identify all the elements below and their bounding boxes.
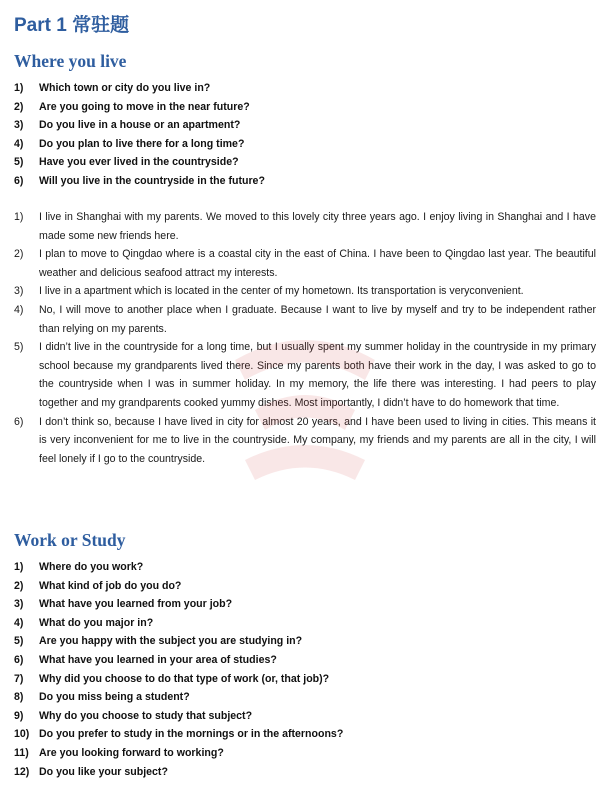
question-item	[14, 577, 594, 596]
answer-text: I didn’t live in the countryside for a long time, but I usually spent my summer holiday in the countryside in my primary school because my grandparents lived there. Since my parents both have their work in the day, I was asked to go to the countryside when I was in summer holiday. In my memory, the life there was interesting. I had peers to play together and my grandparents cooked yummy dishes. Most importantly, I didn’t have to do homework that time.	[39, 341, 596, 409]
question-text: Are you happy with the subject you are studying in?	[39, 635, 303, 648]
question-text: What have you learned in your area of studies?	[39, 653, 277, 666]
question-item	[14, 688, 594, 707]
question-number: 12)	[14, 765, 30, 778]
question-text: Do you prefer to study in the mornings or in the afternoons?	[39, 728, 344, 741]
answer-item	[14, 301, 596, 338]
answer-text: I live in a apartment which is located in the center of my hometown. Its transportation is veryconvenient.	[39, 285, 524, 298]
question-text: What do you major in?	[39, 616, 154, 629]
question-text: Have you ever lived in the countryside?	[39, 156, 239, 169]
answer-number: 2)	[14, 248, 24, 261]
question-text: What kind of job do you do?	[39, 579, 182, 592]
question-text: Do you live in a house or an apartment?	[39, 119, 241, 132]
question-item	[14, 558, 594, 577]
question-item	[14, 98, 594, 117]
answer-item	[14, 282, 596, 301]
answer-item	[14, 245, 596, 282]
question-number: 1)	[14, 82, 24, 94]
question-item	[14, 614, 594, 633]
answer-text: I plan to move to Qingdao where is a coastal city in the east of China. I have been to Qingdao last year. The beautiful weather and delicious seafood attract my interests.	[39, 248, 596, 279]
part-title: Part 1 常驻题	[14, 15, 130, 36]
answer-number: 3)	[14, 285, 24, 298]
question-number: 2)	[14, 579, 24, 592]
question-item	[14, 651, 594, 670]
answer-text: No, I will move to another place when I graduate. Because I want to live by myself and try to be independent rather than relying on my parents.	[39, 303, 596, 335]
question-number: 9)	[14, 709, 24, 722]
question-number: 4)	[14, 616, 24, 629]
answer-number: 5)	[14, 341, 24, 354]
question-number: 3)	[14, 598, 24, 611]
question-text: Are you looking forward to working?	[39, 746, 224, 759]
question-item	[14, 707, 594, 726]
question-text: Why did you choose to do that type of work (or, that job)?	[39, 672, 330, 685]
question-item	[14, 172, 594, 191]
question-item	[14, 632, 594, 651]
question-item	[14, 763, 594, 782]
question-item	[14, 116, 594, 135]
question-number: 11)	[14, 746, 29, 759]
question-number: 1)	[14, 561, 24, 573]
question-number: 10)	[14, 728, 30, 741]
question-item	[14, 595, 594, 614]
question-item	[14, 725, 594, 744]
section-title-where-you-live: Where you live	[14, 51, 127, 71]
section-title-work-or-study: Work or Study	[14, 530, 126, 550]
answer-item	[14, 208, 596, 245]
question-number: 4)	[14, 137, 24, 150]
question-list-work-or-study	[14, 558, 594, 781]
answer-item	[14, 338, 596, 412]
question-item	[14, 79, 594, 98]
question-item	[14, 744, 594, 763]
question-list-where-you-live	[14, 79, 594, 191]
question-number: 5)	[14, 635, 24, 648]
answer-number: 1)	[14, 211, 24, 223]
question-text: Which town or city do you live in?	[39, 82, 211, 94]
answer-number: 4)	[14, 303, 24, 316]
question-text: Do you like your subject?	[39, 765, 168, 778]
question-text: Why do you choose to study that subject?	[39, 709, 253, 722]
question-text: Do you plan to live there for a long time?	[39, 137, 245, 150]
question-text: Will you live in the countryside in the future?	[39, 174, 265, 187]
question-text: Are you going to move in the near future?	[39, 100, 250, 113]
question-number: 6)	[14, 653, 24, 666]
question-number: 5)	[14, 156, 24, 169]
answer-text: I live in Shanghai with my parents. We moved to this lovely city three years ago. I enjoy living in Shanghai and I have made some new friends here.	[39, 211, 596, 242]
question-number: 3)	[14, 119, 24, 132]
question-number: 6)	[14, 174, 24, 187]
question-number: 2)	[14, 100, 24, 113]
question-number: 7)	[14, 672, 24, 685]
question-item	[14, 670, 594, 689]
answer-text: I don’t think so, because I have lived in city for almost 20 years, and I have been used to living in cities. This means it is very inconvenient for me to live in the countryside. My company, my friends and my parents are all in the city, I will feel lonely if I go to the countryside.	[39, 415, 596, 465]
question-text: Do you miss being a student?	[39, 691, 190, 704]
question-item	[14, 153, 594, 172]
question-text: Where do you work?	[39, 561, 144, 573]
question-text: What have you learned from your job?	[39, 598, 233, 611]
answer-list-where-you-live	[14, 208, 596, 468]
answer-number: 6)	[14, 415, 24, 428]
question-number: 8)	[14, 691, 24, 704]
answer-item	[14, 413, 596, 469]
question-item	[14, 135, 594, 154]
